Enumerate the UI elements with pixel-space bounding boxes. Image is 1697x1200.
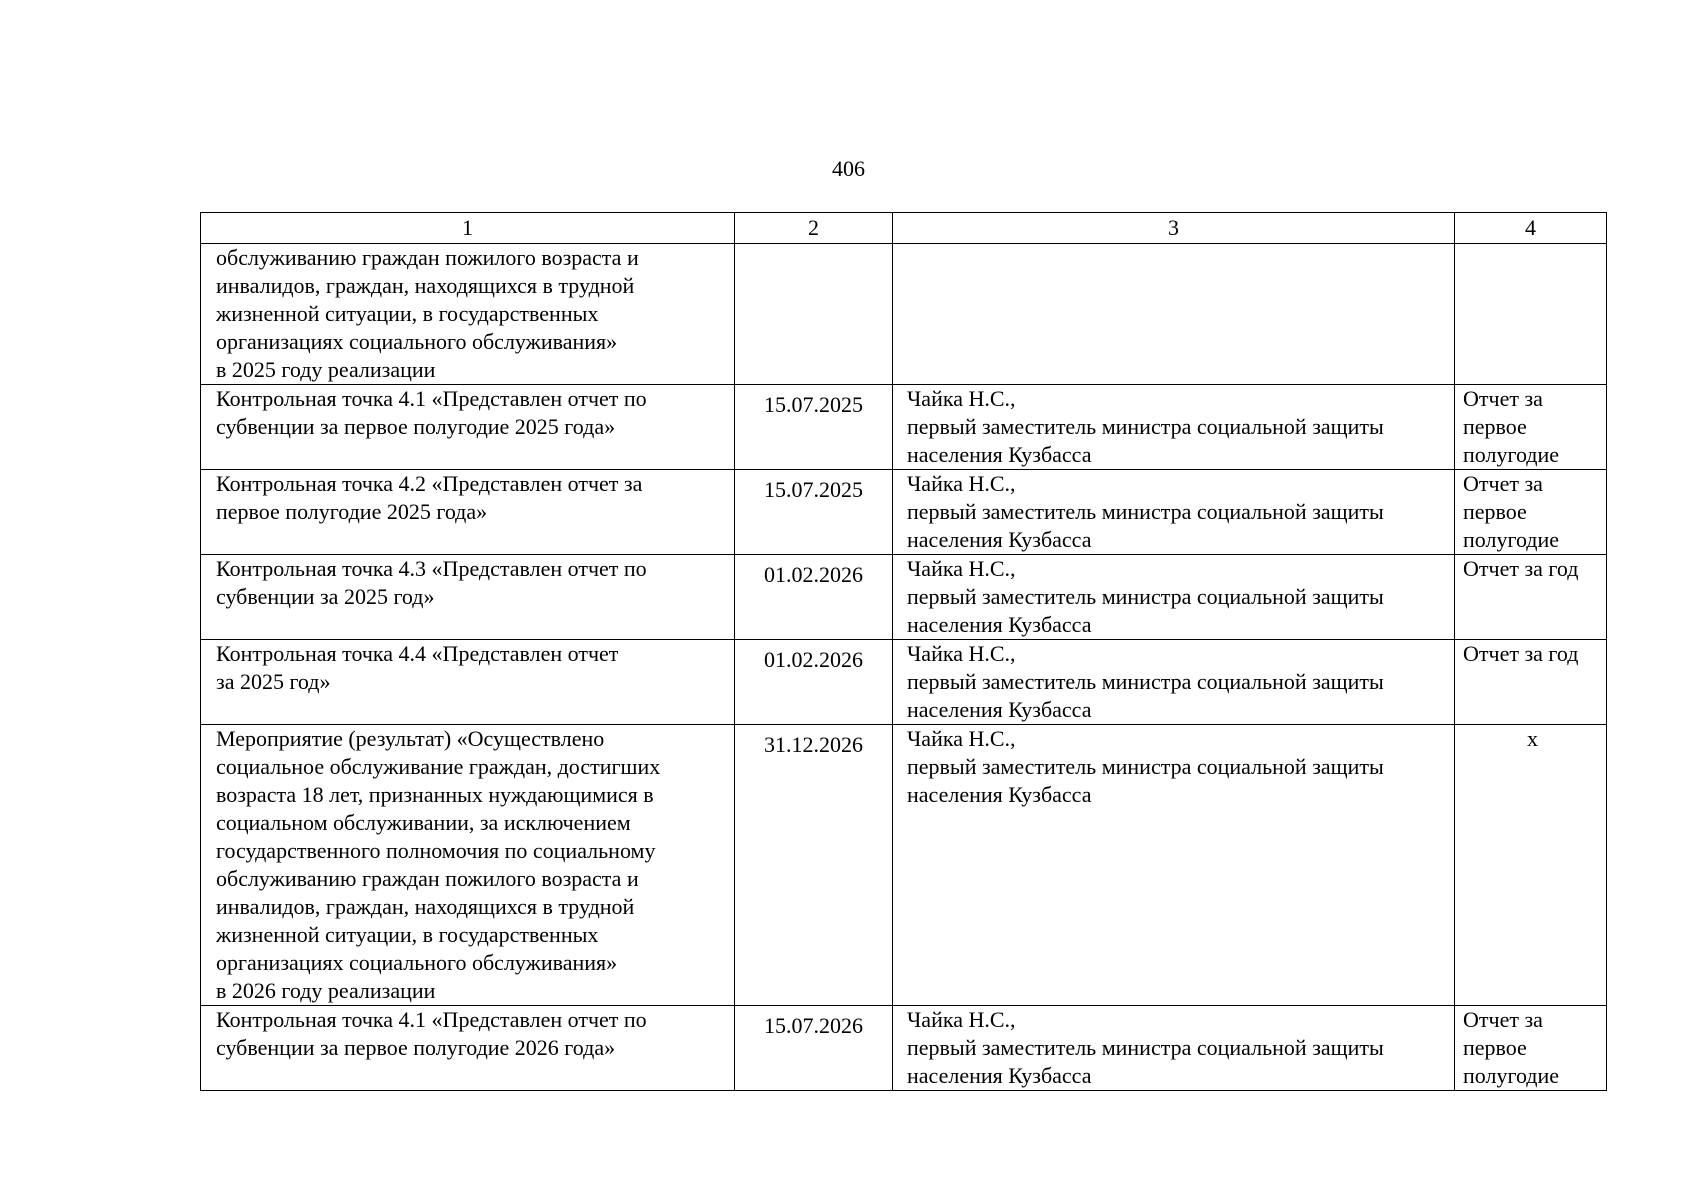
date-cell bbox=[735, 725, 893, 1006]
date-text: 15.07.2025 bbox=[764, 477, 863, 502]
report-cell bbox=[1455, 1006, 1607, 1091]
event-text: Контрольная точка 4.1 «Представлен отчет по субвенции за первое полугодие 2026 года» bbox=[216, 1007, 647, 1060]
report-cell bbox=[1455, 725, 1607, 1006]
date-text: 01.02.2026 bbox=[764, 562, 863, 587]
responsible-cell bbox=[893, 244, 1455, 385]
table-row bbox=[201, 555, 1607, 640]
date-cell bbox=[735, 555, 893, 640]
responsible-cell bbox=[893, 725, 1455, 1006]
event-cell bbox=[201, 1006, 735, 1091]
report-cell bbox=[1455, 640, 1607, 725]
table-row bbox=[201, 640, 1607, 725]
date-cell bbox=[735, 244, 893, 385]
report-cell bbox=[1455, 385, 1607, 470]
event-text: Контрольная точка 4.3 «Представлен отчет по субвенции за 2025 год» bbox=[216, 556, 647, 609]
column-header: 4 bbox=[1455, 213, 1607, 244]
column-header: 3 bbox=[893, 213, 1455, 244]
column-header: 2 bbox=[735, 213, 893, 244]
report-cell bbox=[1455, 244, 1607, 385]
event-text: Контрольная точка 4.2 «Представлен отчет за первое полугодие 2025 года» bbox=[216, 471, 643, 524]
report-cell bbox=[1455, 555, 1607, 640]
event-cell bbox=[201, 244, 735, 385]
event-text: Контрольная точка 4.4 «Представлен отчет за 2025 год» bbox=[216, 641, 619, 694]
page-number: 406 bbox=[832, 156, 865, 181]
date-cell bbox=[735, 640, 893, 725]
event-cell bbox=[201, 470, 735, 555]
responsible-cell bbox=[893, 385, 1455, 470]
column-header: 1 bbox=[201, 213, 735, 244]
event-cell bbox=[201, 555, 735, 640]
event-text: Контрольная точка 4.1 «Представлен отчет по субвенции за первое полугодие 2025 года» bbox=[216, 386, 647, 439]
date-text: 15.07.2025 bbox=[764, 392, 863, 417]
event-text: Мероприятие (результат) «Осуществлено социальное обслуживание граждан, достигших возраста 18 лет, признанных нуждающимися в социальном обслуживании, за исключением государственного полномочия по социальному обслуживанию граждан пожилого возраста и инвалидов, граждан, находящихся в трудной жизненной ситуации, в государственных организациях социального обслуживания» в 2026 году реализации bbox=[216, 726, 661, 1003]
responsible-text: Чайка Н.С., первый заместитель министра социальной защиты населения Кузбасса bbox=[907, 556, 1384, 637]
date-text: 31.12.2026 bbox=[764, 732, 863, 757]
table-row bbox=[201, 725, 1607, 1006]
report-text: Отчет за год bbox=[1463, 556, 1579, 581]
responsible-text: Чайка Н.С., первый заместитель министра социальной защиты населения Кузбасса bbox=[907, 386, 1384, 467]
date-cell bbox=[735, 470, 893, 555]
responsible-text: Чайка Н.С., первый заместитель министра социальной защиты населения Кузбасса bbox=[907, 641, 1384, 722]
responsible-text: Чайка Н.С., первый заместитель министра социальной защиты населения Кузбасса bbox=[907, 1007, 1384, 1088]
responsible-cell bbox=[893, 1006, 1455, 1091]
responsible-text: Чайка Н.С., первый заместитель министра социальной защиты населения Кузбасса bbox=[907, 726, 1384, 807]
control-points-table bbox=[200, 212, 1607, 1091]
table-row bbox=[201, 244, 1607, 385]
report-text: Отчет за первое полугодие bbox=[1463, 1007, 1560, 1088]
responsible-cell bbox=[893, 640, 1455, 725]
date-cell bbox=[735, 1006, 893, 1091]
event-cell bbox=[201, 640, 735, 725]
table-header-row bbox=[201, 213, 1607, 244]
date-cell bbox=[735, 385, 893, 470]
table-row bbox=[201, 385, 1607, 470]
report-text: Отчет за первое полугодие bbox=[1463, 386, 1560, 467]
date-text: 15.07.2026 bbox=[764, 1013, 863, 1038]
date-text: 01.02.2026 bbox=[764, 647, 863, 672]
event-text: обслуживанию граждан пожилого возраста и инвалидов, граждан, находящихся в трудной жизненной ситуации, в государственных организациях социального обслуживания» в 2025 году реализации bbox=[216, 245, 639, 382]
report-cell bbox=[1455, 470, 1607, 555]
event-cell bbox=[201, 725, 735, 1006]
table-row bbox=[201, 1006, 1607, 1091]
report-text: Отчет за год bbox=[1463, 641, 1579, 666]
responsible-cell bbox=[893, 470, 1455, 555]
responsible-text: Чайка Н.С., первый заместитель министра социальной защиты населения Кузбасса bbox=[907, 471, 1384, 552]
responsible-cell bbox=[893, 555, 1455, 640]
report-text: х bbox=[1527, 726, 1538, 751]
report-text: Отчет за первое полугодие bbox=[1463, 471, 1560, 552]
event-cell bbox=[201, 385, 735, 470]
table-row bbox=[201, 470, 1607, 555]
